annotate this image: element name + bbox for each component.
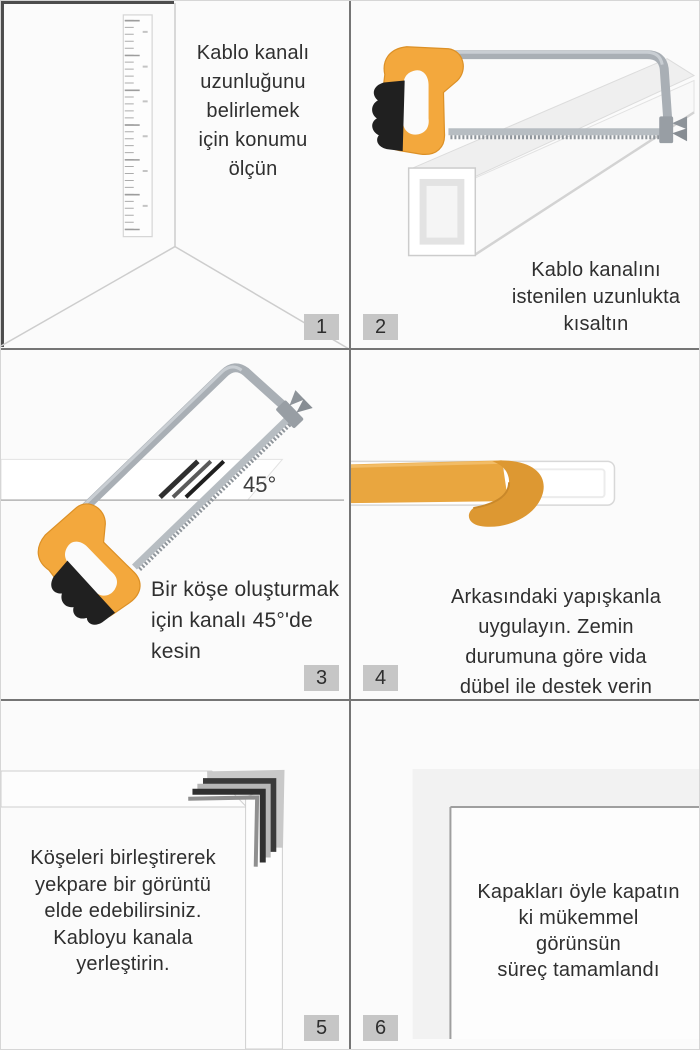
- ruler-icon: [123, 15, 152, 237]
- panel-step-6: [351, 701, 699, 1049]
- panel-step-4: [351, 350, 699, 701]
- panel-step-2: [351, 1, 699, 350]
- angle-label: 45°: [243, 472, 277, 497]
- panel-step-1: [1, 1, 351, 350]
- step-6-caption: Kapakları öyle kapatın ki mükemmel görünsün süreç tamamlandı: [477, 881, 680, 981]
- duct-strip-icon: [1, 459, 344, 500]
- step-3-caption: Bir köşe oluşturmak için kanalı 45°'de kesin: [151, 578, 340, 663]
- adhesive-tape-icon: [351, 460, 544, 526]
- step-number-badge: 3: [304, 665, 339, 691]
- finished-corner-illustration: [351, 701, 699, 1049]
- step-number-badge: 1: [304, 314, 339, 340]
- step-number-badge: 2: [363, 314, 398, 340]
- panel-step-5: [1, 701, 351, 1049]
- panel-grid: [1, 1, 699, 1049]
- step-4-caption: Arkasındaki yapışkanla uygulayın. Zemin durumuna göre vida dübel ile destek verin: [450, 586, 662, 698]
- step-2-caption: Kablo kanalını istenilen uzunlukta kısaltın: [511, 259, 681, 335]
- step-5-caption: Köşeleri birleştirerek yekpare bir görüntü elde edebilirsiniz. Kabloyu kanala yerleştirin.: [30, 847, 216, 975]
- panel-step-3: [1, 350, 351, 701]
- step-number-badge: 5: [304, 1015, 339, 1041]
- step-number-badge: 6: [363, 1015, 398, 1041]
- cable-duct-icon: [409, 59, 694, 256]
- step-number-badge: 4: [363, 665, 398, 691]
- step-1-caption: Kablo kanalı uzunluğunu belirlemek için konumu ölçün: [196, 42, 310, 180]
